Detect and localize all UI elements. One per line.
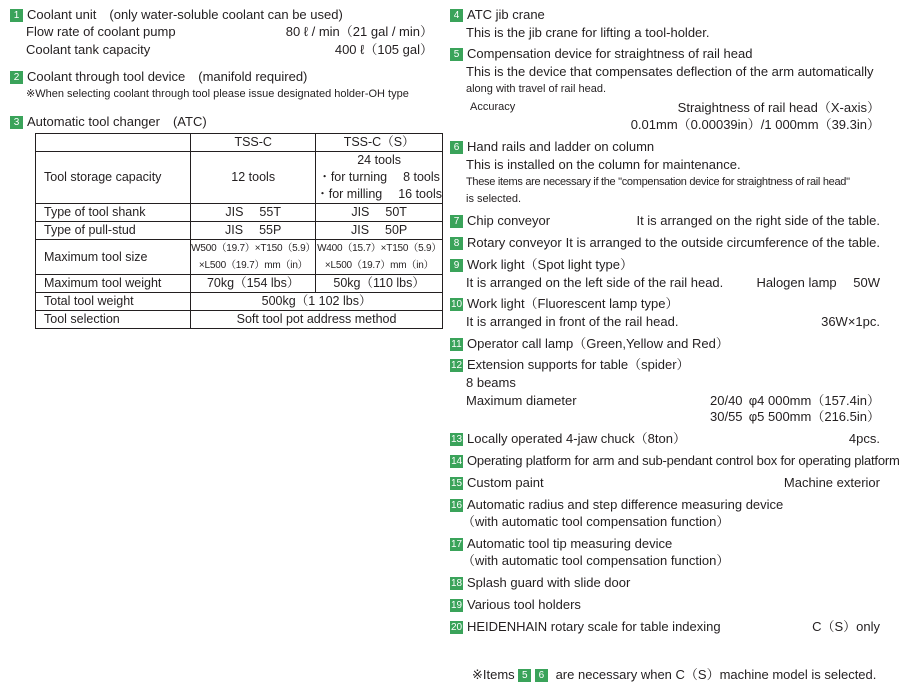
row-label: Maximum tool size xyxy=(36,240,191,275)
column-header-tss-c: TSS-C xyxy=(191,134,316,152)
item-number-badge: 11 xyxy=(451,339,462,350)
section-title: Work light（Fluorescent lamp type） xyxy=(467,296,679,311)
holder-note: ※When selecting coolant through tool please issue designated holder-OH type xyxy=(26,88,409,100)
cell-line: ・for milling 16 tools xyxy=(316,187,442,201)
section-3-heading xyxy=(10,113,207,131)
table-cell xyxy=(316,152,443,204)
item-description: 8 beams xyxy=(466,375,516,390)
table-cell: JIS 50P xyxy=(316,222,443,240)
table-cell xyxy=(36,134,191,152)
table-row xyxy=(36,240,443,275)
section-10-heading xyxy=(450,295,678,313)
diameter-value: φ4 000mm（157.4in） xyxy=(748,393,880,408)
item-description: This is the jib crane for lifting a tool-holder. xyxy=(466,25,710,40)
section-title: Hand rails and ladder on column xyxy=(467,139,655,154)
model-label: 20/40 xyxy=(710,393,743,408)
section-18-heading xyxy=(450,574,630,592)
item-number-badge: 15 xyxy=(450,478,463,489)
section-title: Automatic tool tip measuring device xyxy=(467,536,673,551)
item-description: It is arranged to the outside circumference of the table. xyxy=(565,235,880,250)
item-number-badge: 5 xyxy=(518,669,531,682)
item-description: It is arranged on the left side of the rail head. xyxy=(466,275,724,290)
item-number-badge: 18 xyxy=(450,578,463,589)
item-number-badge: 9 xyxy=(450,259,463,272)
item-number-badge: 4 xyxy=(450,9,463,22)
table-cell: JIS 50T xyxy=(316,204,443,222)
item-number-badge: 2 xyxy=(10,71,23,84)
cell-line: ×L500（19.7）mm（in） xyxy=(198,260,308,271)
section-19-heading xyxy=(450,596,581,614)
row-label: Maximum tool weight xyxy=(36,275,191,293)
section-14-heading xyxy=(450,452,900,470)
item-description: It is arranged on the right side of the table. xyxy=(636,213,880,228)
section-title: HEIDENHAIN rotary scale for table indexing xyxy=(467,619,721,634)
section-title: ATC jib crane xyxy=(467,7,545,22)
cell-line: 24 tools xyxy=(357,153,402,167)
table-cell: JIS 55P xyxy=(191,222,316,240)
section-11-heading xyxy=(450,335,729,353)
item-number-badge: 8 xyxy=(450,237,463,250)
item-number-badge: 13 xyxy=(450,434,463,445)
section-title: Coolant through tool device (manifold required) xyxy=(27,69,308,84)
item-number-badge: 5 xyxy=(450,48,463,61)
table-cell: JIS 55T xyxy=(191,204,316,222)
row-label: Total tool weight xyxy=(36,293,191,311)
item-number-badge: 6 xyxy=(535,669,548,682)
table-cell: 70kg（154 lbs） xyxy=(191,275,316,293)
row-label: Tool storage capacity xyxy=(36,152,191,204)
footer-suffix: are necessary when C（S）machine model is selected. xyxy=(555,667,877,682)
section-13-heading xyxy=(450,430,686,448)
accuracy-value: 0.01mm（0.00039in）/1 000mm（39.3in） xyxy=(630,117,880,132)
item-number-badge: 20 xyxy=(450,622,463,633)
diameter-value: φ5 500mm（216.5in） xyxy=(748,409,880,424)
tank-capacity-value: 400 ℓ（105 gal） xyxy=(334,42,433,57)
table-cell xyxy=(191,240,316,275)
section-title: Work light（Spot light type） xyxy=(467,257,633,272)
table-row xyxy=(36,293,443,311)
section-title: Extension supports for table（spider） xyxy=(467,357,690,372)
table-header-row xyxy=(36,134,443,152)
flow-rate-label: Flow rate of coolant pump xyxy=(26,24,176,39)
section-title: Splash guard with slide door xyxy=(467,575,631,590)
diameter-label: Maximum diameter xyxy=(466,393,577,408)
section-1-heading xyxy=(10,6,343,24)
table-row xyxy=(36,152,443,204)
section-7-heading xyxy=(450,212,550,230)
row-label: Type of tool shank xyxy=(36,204,191,222)
item-number-badge: 7 xyxy=(450,215,463,228)
table-cell: Soft tool pot address method xyxy=(191,311,443,329)
atc-spec-table xyxy=(35,133,443,329)
model-label: 30/55 xyxy=(710,409,743,424)
accuracy-heading: Straightness of rail head（X-axis） xyxy=(677,100,880,115)
section-12-heading xyxy=(450,356,690,374)
row-label: Type of pull-stud xyxy=(36,222,191,240)
item-number-badge: 16 xyxy=(450,500,463,511)
item-description: This is the device that compensates deflection of the arm automatically xyxy=(466,64,874,79)
item-number-badge: 3 xyxy=(10,116,23,129)
section-title: Automatic radius and step difference measuring device xyxy=(467,497,784,512)
section-16-heading xyxy=(450,496,783,514)
item-description: This is installed on the column for maintenance. xyxy=(466,157,741,172)
cell-line: ×L500（19.7）mm（in） xyxy=(324,260,434,271)
item-number-badge: 14 xyxy=(451,456,462,467)
item-value: 36W×1pc. xyxy=(821,314,880,329)
section-17-heading xyxy=(450,535,672,553)
section-5-heading xyxy=(450,45,752,63)
item-number-badge: 1 xyxy=(10,9,23,22)
cell-line: W500（19.7）×T150（5.9） xyxy=(191,243,316,254)
section-title: Locally operated 4-jaw chuck（8ton） xyxy=(467,431,686,446)
section-15-heading xyxy=(450,474,544,492)
section-title: Custom paint xyxy=(467,475,544,490)
item-description: along with travel of rail head. xyxy=(466,83,607,95)
tank-capacity-label: Coolant tank capacity xyxy=(26,42,151,57)
item-number-badge: 6 xyxy=(450,141,463,154)
section-2-heading xyxy=(10,68,307,86)
table-row xyxy=(36,311,443,329)
section-title: Automatic tool changer (ATC) xyxy=(27,114,207,129)
item-number-badge: 19 xyxy=(450,600,463,611)
item-description: It is arranged in front of the rail head. xyxy=(466,314,679,329)
accuracy-label: Accuracy xyxy=(470,101,516,113)
section-8-heading xyxy=(450,234,562,252)
cell-line: ・for turning 8 tools xyxy=(318,170,440,184)
section-title: Operator call lamp（Green,Yellow and Red） xyxy=(467,336,729,351)
table-row xyxy=(36,275,443,293)
section-title: Operating platform for arm and sub-pendant control box for operating platform xyxy=(467,453,900,468)
item-number-badge: 17 xyxy=(450,539,463,550)
footer-prefix: ※Items xyxy=(472,667,515,682)
section-title: Various tool holders xyxy=(467,597,581,612)
column-header-tss-cs: TSS-C（S） xyxy=(316,134,443,152)
row-label: Tool selection xyxy=(36,311,191,329)
section-title: Rotary conveyor xyxy=(467,235,562,250)
flow-rate-value: 80 ℓ / min（21 gal / min） xyxy=(285,24,433,39)
item-value: Machine exterior xyxy=(783,475,880,490)
table-cell: 500kg（1 102 lbs） xyxy=(191,293,443,311)
item-value: Halogen lamp 50W xyxy=(756,275,880,290)
table-row xyxy=(36,222,443,240)
section-title: Compensation device for straightness of rail head xyxy=(467,46,753,61)
section-title: Coolant unit (only water-soluble coolant can be used) xyxy=(27,7,343,22)
section-20-heading xyxy=(450,618,721,636)
table-cell: 12 tools xyxy=(191,152,316,204)
section-title: Chip conveyor xyxy=(467,213,551,228)
footer-note xyxy=(472,666,876,684)
item-note: These items are necessary if the "compensation device for straightness of rail head" xyxy=(466,176,850,188)
item-number-badge: 12 xyxy=(450,360,463,371)
section-6-heading xyxy=(450,138,654,156)
item-number-badge: 10 xyxy=(450,299,463,310)
section-9-heading xyxy=(450,256,633,274)
table-row xyxy=(36,204,443,222)
table-cell: 50kg（110 lbs） xyxy=(316,275,443,293)
item-subtitle: （with automatic tool compensation function） xyxy=(462,553,730,568)
section-4-heading xyxy=(450,6,545,24)
table-cell xyxy=(316,240,443,275)
item-subtitle: （with automatic tool compensation function） xyxy=(462,514,730,529)
item-note: is selected. xyxy=(466,193,522,205)
cell-line: W400（15.7）×T150（5.9） xyxy=(317,243,442,254)
item-value: C（S）only xyxy=(812,619,880,634)
item-value: 4pcs. xyxy=(848,431,880,446)
